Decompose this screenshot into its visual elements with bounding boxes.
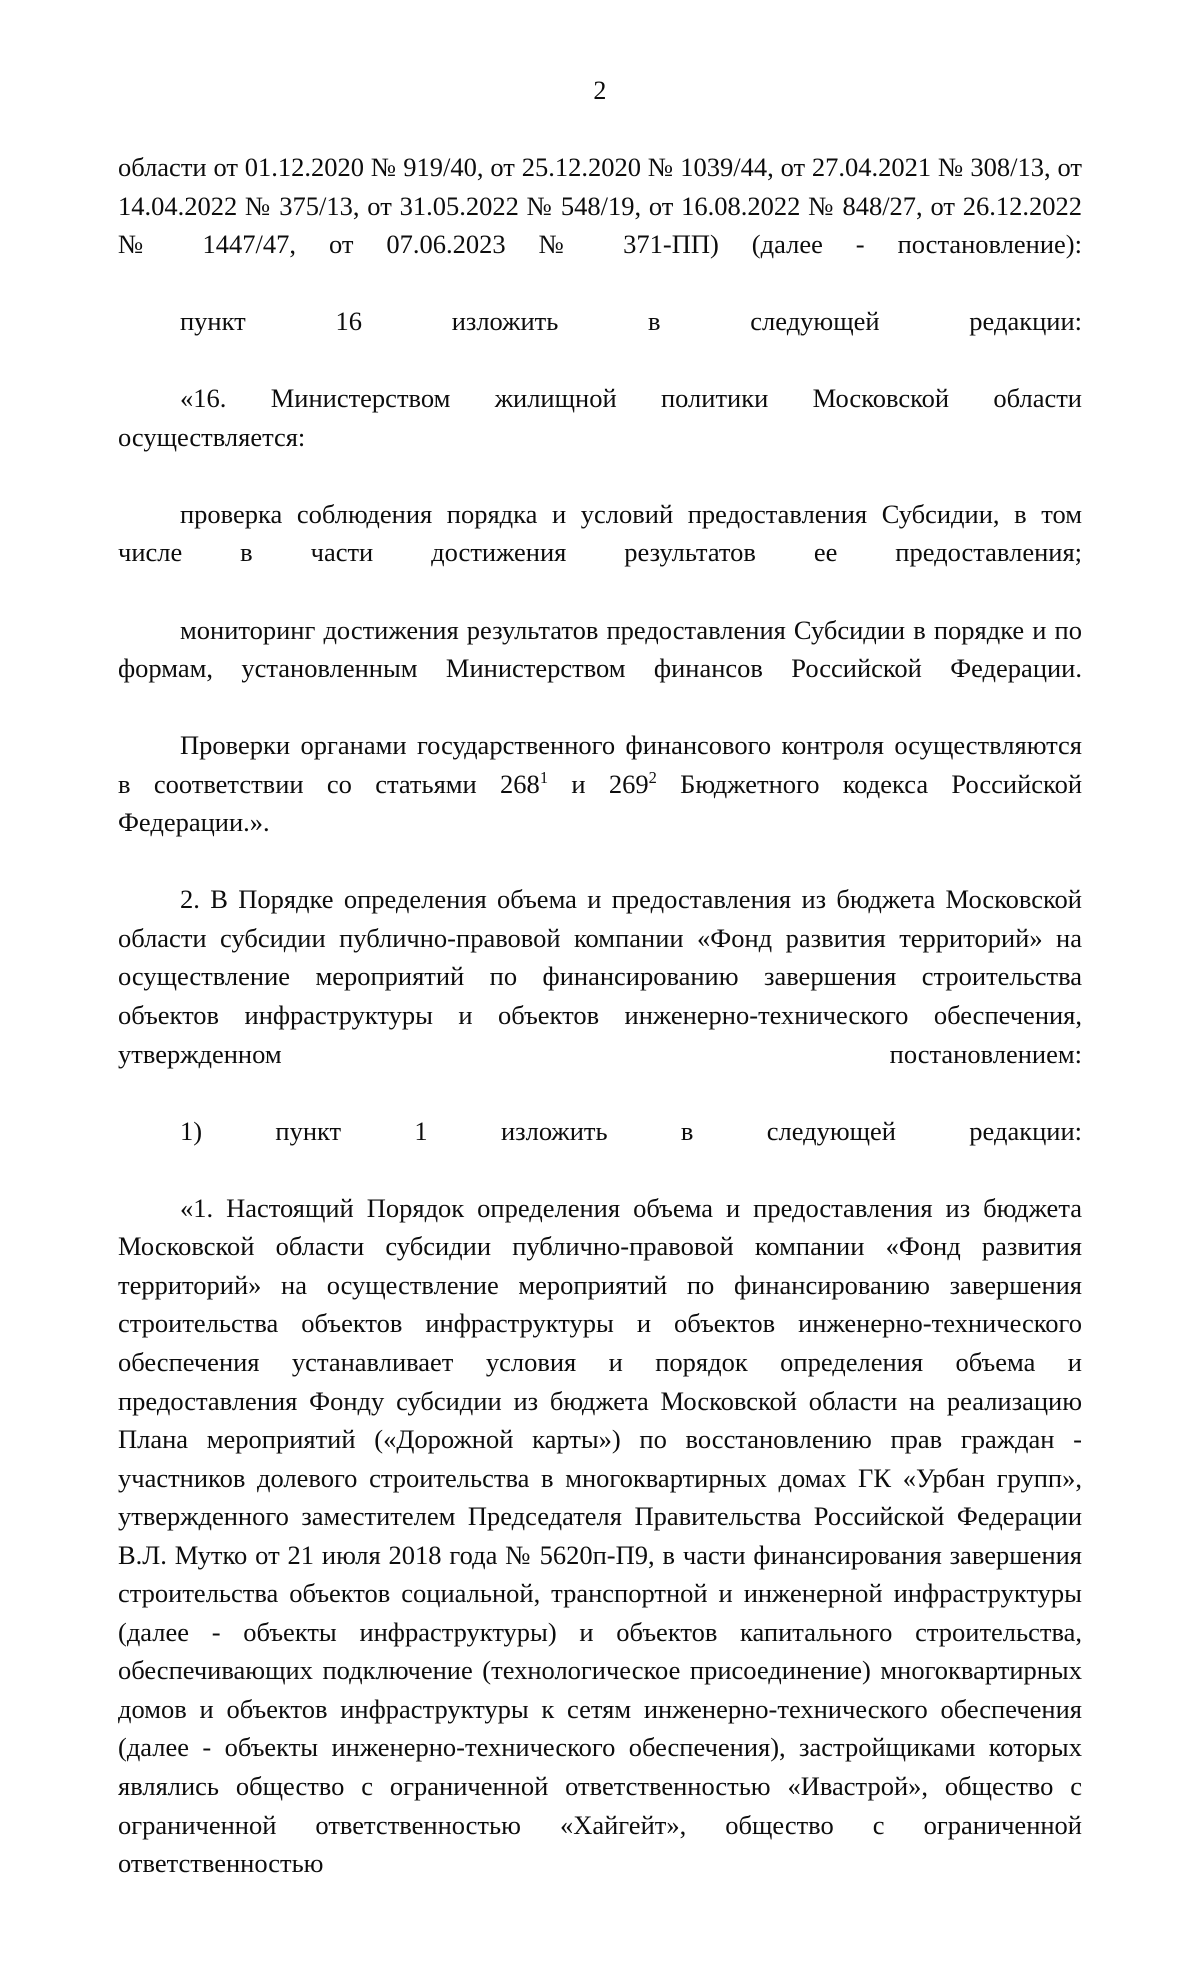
paragraph-2: пункт 16 изложить в следующей редакции:	[180, 306, 1082, 337]
paragraph-9: «1. Настоящий Порядок определения объема и предоставления из бюджета Московской области субсидии публично-правовой компании «Фонд развития территорий» на осуществление мероприятий по финансированию завершения строительства объектов инфраструктуры и объектов инженерно-технического обеспечения устанавливает условия и порядок определения объема и предоставления Фонду субсидии из бюджета Московской области на реализацию Плана мероприятий («Дорожной карты») по восстановлению прав граждан - участников долевого строительства в многоквартирных домах ГК «Урбан групп», утвержденного заместителем Председателя Правительства Российской Федерации В.Л. Мутко от 21 июля 2018 года № 5620п-П9, в части финансирования завершения строительства объектов социальной, транспортной и инженерной инфраструктуры (далее - объекты инфраструктуры) и объектов капитального строительства, обеспечивающих подключение (технологическое присоединение) многоквартирных домов и объектов инфраструктуры к сетям инженерно-технического обеспечения (далее - объекты инженерно-технического обеспечения), застройщиками которых являлись общество с ограниченной ответственностью «Ивастрой», общество с ограниченной ответственностью «Хайгейт», общество с ограниченной ответственностью	[118, 1192, 1082, 1879]
paragraph-6: Проверки органами государственного финансового контроля осуществляются в соответствии со статьями $268^1$ и $269^2$ Бюджетного кодекса Российской Федерации.».	[118, 730, 1083, 838]
paragraph-7: 2. В Порядке определения объема и предоставления из бюджета Московской области субсидии публично-правовой компании «Фонд развития территорий» на осуществление мероприятий по финансированию завершения строительства объектов инфраструктуры и объектов инженерно-технического обеспечения, утвержденном постановлением:	[118, 884, 1082, 1069]
paragraph-1: области от 01.12.2020 № 919/40, от 25.12.2020 № 1039/44, от 27.04.2021 № 308/13, от 14.04.2022 № 375/13, от 31.05.2022 № 548/19, от 16.08.2022 № 848/27, от 26.12.2022 № 1447/47, от 07.06.2023 № 371-ПП) (далее - постановление):	[118, 152, 1082, 260]
paragraph-4: проверка соблюдения порядка и условий предоставления Субсидии, в том числе в части достижения результатов ее предоставления;	[118, 498, 1082, 568]
paragraph-3: «16. Министерством жилищной политики Московской области осуществляется:	[118, 383, 1082, 452]
page-number: 2	[593, 76, 607, 105]
document-body	[118, 148, 1082, 1921]
paragraph-5: мониторинг достижения результатов предоставления Субсидии в порядке и по формам, установленным Министерством финансов Российской Федерации.	[118, 614, 1082, 684]
paragraph-8: 1) пункт 1 изложить в следующей редакции:	[180, 1115, 1082, 1146]
